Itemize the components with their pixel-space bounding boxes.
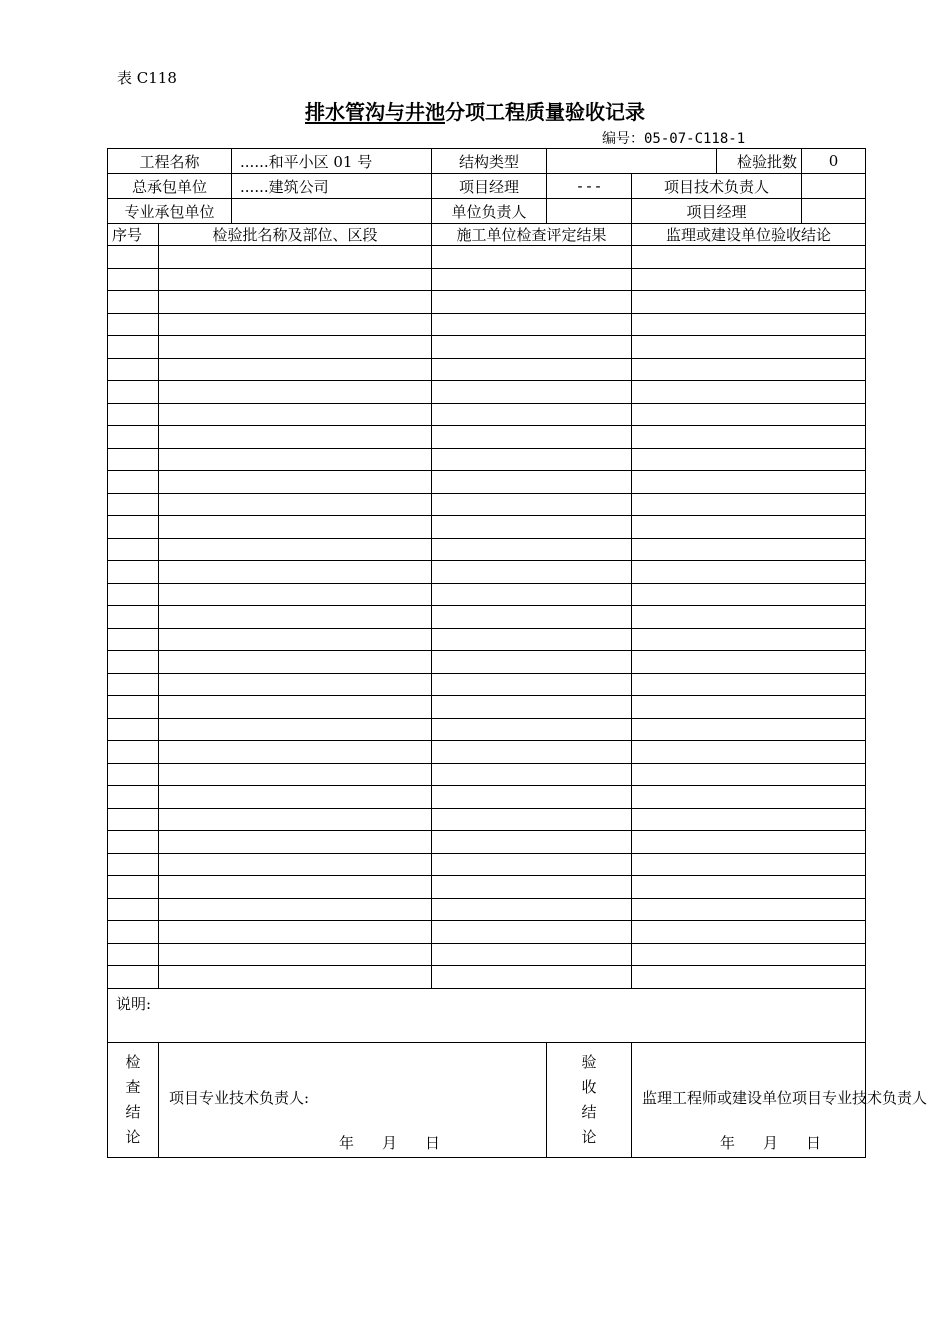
row-no-cell[interactable] bbox=[108, 246, 159, 269]
notes-label: 说明: bbox=[116, 994, 152, 1013]
row-supervisor-result-cell[interactable] bbox=[632, 313, 866, 336]
row-contractor-result-cell[interactable] bbox=[432, 381, 632, 404]
row-no-cell[interactable] bbox=[108, 966, 159, 989]
sub-project-manager-label: 项目经理 bbox=[632, 199, 802, 224]
table-row bbox=[108, 921, 866, 944]
row-supervisor-result-cell[interactable] bbox=[632, 516, 866, 539]
table-row bbox=[108, 448, 866, 471]
row-batch-name-cell[interactable] bbox=[159, 763, 432, 786]
table-row bbox=[108, 471, 866, 494]
title-underlined-part: 排水管沟与井池 bbox=[305, 100, 445, 124]
row-contractor-result-cell[interactable] bbox=[432, 853, 632, 876]
table-row bbox=[108, 268, 866, 291]
row-batch-name-cell[interactable] bbox=[159, 786, 432, 809]
row-no-cell[interactable] bbox=[108, 898, 159, 921]
table-row bbox=[108, 606, 866, 629]
row-contractor-result-cell[interactable] bbox=[432, 718, 632, 741]
project-manager-label: 项目经理 bbox=[432, 174, 547, 199]
row-supervisor-result-cell[interactable] bbox=[632, 718, 866, 741]
row-no-cell[interactable] bbox=[108, 381, 159, 404]
row-batch-name-cell[interactable] bbox=[159, 403, 432, 426]
side-char: 论 bbox=[125, 1127, 141, 1146]
row-contractor-result-cell[interactable] bbox=[432, 291, 632, 314]
side-char: 查 bbox=[125, 1077, 141, 1096]
conclusion-row bbox=[108, 1042, 866, 1157]
table-row bbox=[108, 426, 866, 449]
unit-head-value[interactable] bbox=[547, 199, 632, 224]
row-supervisor-result-cell[interactable] bbox=[632, 651, 866, 674]
table-row bbox=[108, 718, 866, 741]
table-row bbox=[108, 381, 866, 404]
row-contractor-result-cell[interactable] bbox=[432, 763, 632, 786]
row-contractor-result-cell[interactable] bbox=[432, 651, 632, 674]
row-batch-name-cell[interactable] bbox=[159, 696, 432, 719]
row-contractor-result-cell[interactable] bbox=[432, 471, 632, 494]
table-row bbox=[108, 876, 866, 899]
row-supervisor-result-cell[interactable] bbox=[632, 268, 866, 291]
row-supervisor-result-cell[interactable] bbox=[632, 336, 866, 359]
table-row bbox=[108, 943, 866, 966]
row-supervisor-result-cell[interactable] bbox=[632, 876, 866, 899]
row-batch-name-cell[interactable] bbox=[159, 381, 432, 404]
row-supervisor-result-cell[interactable] bbox=[632, 673, 866, 696]
side-char: 结 bbox=[581, 1102, 597, 1121]
table-row bbox=[108, 358, 866, 381]
row-contractor-result-cell[interactable] bbox=[432, 808, 632, 831]
row-no-cell[interactable] bbox=[108, 583, 159, 606]
row-no-cell[interactable] bbox=[108, 516, 159, 539]
row-supervisor-result-cell[interactable] bbox=[632, 786, 866, 809]
row-supervisor-result-cell[interactable] bbox=[632, 696, 866, 719]
side-char: 检 bbox=[125, 1052, 141, 1071]
row-contractor-result-cell[interactable] bbox=[432, 786, 632, 809]
row-batch-name-cell[interactable] bbox=[159, 538, 432, 561]
row-supervisor-result-cell[interactable] bbox=[632, 583, 866, 606]
row-no-cell[interactable] bbox=[108, 471, 159, 494]
acceptance-record-table bbox=[107, 148, 928, 1158]
col-header-contractor-result: 施工单位检查评定结果 bbox=[432, 224, 632, 246]
title-rest: 分项工程质量验收记录 bbox=[445, 100, 645, 124]
row-no-cell[interactable] bbox=[108, 561, 159, 584]
row-no-cell[interactable] bbox=[108, 403, 159, 426]
row-supervisor-result-cell[interactable] bbox=[632, 538, 866, 561]
row-batch-name-cell[interactable] bbox=[159, 831, 432, 854]
row-supervisor-result-cell[interactable] bbox=[632, 831, 866, 854]
row-supervisor-result-cell[interactable] bbox=[632, 606, 866, 629]
check-signer-label: 项目专业技术负责人: bbox=[169, 1088, 310, 1107]
date-year: 年 bbox=[339, 1133, 355, 1152]
table-row bbox=[108, 853, 866, 876]
row-batch-name-cell[interactable] bbox=[159, 583, 432, 606]
row-batch-name-cell[interactable] bbox=[159, 606, 432, 629]
row-supervisor-result-cell[interactable] bbox=[632, 381, 866, 404]
row-supervisor-result-cell[interactable] bbox=[632, 741, 866, 764]
sub-contractor-label: 专业承包单位 bbox=[108, 199, 232, 224]
row-contractor-result-cell[interactable] bbox=[432, 516, 632, 539]
row-supervisor-result-cell[interactable] bbox=[632, 808, 866, 831]
row-no-cell[interactable] bbox=[108, 921, 159, 944]
table-row bbox=[108, 786, 866, 809]
row-contractor-result-cell[interactable] bbox=[432, 673, 632, 696]
row-no-cell[interactable] bbox=[108, 448, 159, 471]
side-char: 结 bbox=[125, 1102, 141, 1121]
row-contractor-result-cell[interactable] bbox=[432, 538, 632, 561]
row-contractor-result-cell[interactable] bbox=[432, 966, 632, 989]
row-batch-name-cell[interactable] bbox=[159, 516, 432, 539]
row-batch-name-cell[interactable] bbox=[159, 358, 432, 381]
row-no-cell[interactable] bbox=[108, 358, 159, 381]
row-contractor-result-cell[interactable] bbox=[432, 628, 632, 651]
table-row bbox=[108, 741, 866, 764]
row-contractor-result-cell[interactable] bbox=[432, 336, 632, 359]
row-no-cell[interactable] bbox=[108, 831, 159, 854]
row-supervisor-result-cell[interactable] bbox=[632, 246, 866, 269]
row-supervisor-result-cell[interactable] bbox=[632, 921, 866, 944]
row-supervisor-result-cell[interactable] bbox=[632, 403, 866, 426]
row-supervisor-result-cell[interactable] bbox=[632, 426, 866, 449]
row-no-cell[interactable] bbox=[108, 763, 159, 786]
row-no-cell[interactable] bbox=[108, 741, 159, 764]
table-row bbox=[108, 696, 866, 719]
row-no-cell[interactable] bbox=[108, 336, 159, 359]
side-char: 论 bbox=[581, 1127, 597, 1146]
info-row-2 bbox=[108, 174, 866, 199]
table-row bbox=[108, 673, 866, 696]
row-no-cell[interactable] bbox=[108, 876, 159, 899]
acceptance-date bbox=[720, 1132, 821, 1153]
table-row bbox=[108, 628, 866, 651]
tech-lead-value[interactable] bbox=[802, 174, 866, 199]
check-date bbox=[339, 1132, 440, 1153]
project-name-label: 工程名称 bbox=[108, 149, 232, 174]
table-row bbox=[108, 763, 866, 786]
row-batch-name-cell[interactable] bbox=[159, 246, 432, 269]
row-batch-name-cell[interactable] bbox=[159, 313, 432, 336]
col-header-batch-name: 检验批名称及部位、区段 bbox=[159, 224, 432, 246]
row-batch-name-cell[interactable] bbox=[159, 876, 432, 899]
row-batch-name-cell[interactable] bbox=[159, 628, 432, 651]
row-batch-name-cell[interactable] bbox=[159, 943, 432, 966]
row-batch-name-cell[interactable] bbox=[159, 426, 432, 449]
row-supervisor-result-cell[interactable] bbox=[632, 628, 866, 651]
row-no-cell[interactable] bbox=[108, 786, 159, 809]
info-row-3 bbox=[108, 199, 866, 224]
row-supervisor-result-cell[interactable] bbox=[632, 853, 866, 876]
row-batch-name-cell[interactable] bbox=[159, 921, 432, 944]
tech-lead-label: 项目技术负责人 bbox=[632, 174, 802, 199]
general-contractor-value[interactable]: ......建筑公司 bbox=[232, 174, 432, 199]
row-no-cell[interactable] bbox=[108, 268, 159, 291]
row-supervisor-result-cell[interactable] bbox=[632, 448, 866, 471]
row-no-cell[interactable] bbox=[108, 313, 159, 336]
serial-label: 编号： bbox=[602, 131, 644, 147]
form-title bbox=[0, 96, 950, 125]
col-header-no: 序号 bbox=[108, 224, 159, 246]
row-batch-name-cell[interactable] bbox=[159, 448, 432, 471]
row-supervisor-result-cell[interactable] bbox=[632, 493, 866, 516]
row-batch-name-cell[interactable] bbox=[159, 268, 432, 291]
acceptance-signer-label: 监理工程师或建设单位项目专业技术负责人 bbox=[642, 1088, 928, 1107]
row-supervisor-result-cell[interactable] bbox=[632, 763, 866, 786]
batch-count-value[interactable]: 0 bbox=[802, 149, 866, 174]
side-char: 收 bbox=[581, 1077, 597, 1096]
row-no-cell[interactable] bbox=[108, 943, 159, 966]
date-day: 日 bbox=[425, 1133, 441, 1152]
notes-cell[interactable] bbox=[108, 988, 866, 1042]
sub-project-manager-value[interactable] bbox=[802, 199, 866, 224]
table-row bbox=[108, 808, 866, 831]
row-contractor-result-cell[interactable] bbox=[432, 246, 632, 269]
table-row bbox=[108, 966, 866, 989]
table-row bbox=[108, 516, 866, 539]
row-contractor-result-cell[interactable] bbox=[432, 943, 632, 966]
row-no-cell[interactable] bbox=[108, 718, 159, 741]
row-no-cell[interactable] bbox=[108, 426, 159, 449]
unit-head-label: 单位负责人 bbox=[432, 199, 547, 224]
check-conclusion-cell[interactable] bbox=[159, 1042, 547, 1157]
date-month: 月 bbox=[382, 1133, 398, 1152]
row-supervisor-result-cell[interactable] bbox=[632, 898, 866, 921]
row-no-cell[interactable] bbox=[108, 673, 159, 696]
date-day: 日 bbox=[806, 1133, 822, 1152]
check-conclusion-side-label bbox=[108, 1042, 159, 1157]
date-year: 年 bbox=[719, 1133, 735, 1152]
row-no-cell[interactable] bbox=[108, 808, 159, 831]
row-batch-name-cell[interactable] bbox=[159, 808, 432, 831]
structure-type-value[interactable] bbox=[547, 149, 717, 174]
table-row bbox=[108, 583, 866, 606]
table-row bbox=[108, 898, 866, 921]
batch-count-label: 检验批数 bbox=[717, 149, 802, 174]
row-contractor-result-cell[interactable] bbox=[432, 876, 632, 899]
info-row-1 bbox=[108, 149, 866, 174]
row-contractor-result-cell[interactable] bbox=[432, 561, 632, 584]
table-row bbox=[108, 538, 866, 561]
row-contractor-result-cell[interactable] bbox=[432, 448, 632, 471]
table-row bbox=[108, 651, 866, 674]
project-manager-value[interactable]: --- bbox=[547, 174, 632, 199]
form-code: 表 C118 bbox=[117, 69, 177, 87]
row-no-cell[interactable] bbox=[108, 606, 159, 629]
table-row bbox=[108, 493, 866, 516]
sub-contractor-value[interactable] bbox=[232, 199, 432, 224]
row-no-cell[interactable] bbox=[108, 493, 159, 516]
general-contractor-label: 总承包单位 bbox=[108, 174, 232, 199]
notes-row bbox=[108, 988, 866, 1042]
row-batch-name-cell[interactable] bbox=[159, 966, 432, 989]
row-contractor-result-cell[interactable] bbox=[432, 921, 632, 944]
row-supervisor-result-cell[interactable] bbox=[632, 943, 866, 966]
row-contractor-result-cell[interactable] bbox=[432, 426, 632, 449]
row-contractor-result-cell[interactable] bbox=[432, 696, 632, 719]
row-no-cell[interactable] bbox=[108, 853, 159, 876]
row-contractor-result-cell[interactable] bbox=[432, 358, 632, 381]
serial-number bbox=[602, 128, 745, 148]
row-contractor-result-cell[interactable] bbox=[432, 403, 632, 426]
row-contractor-result-cell[interactable] bbox=[432, 493, 632, 516]
structure-type-label: 结构类型 bbox=[432, 149, 547, 174]
row-batch-name-cell[interactable] bbox=[159, 291, 432, 314]
record-rows bbox=[108, 246, 866, 989]
table-row bbox=[108, 336, 866, 359]
row-batch-name-cell[interactable] bbox=[159, 853, 432, 876]
row-batch-name-cell[interactable] bbox=[159, 471, 432, 494]
col-header-supervisor-result: 监理或建设单位验收结论 bbox=[632, 224, 866, 246]
table-row bbox=[108, 313, 866, 336]
row-contractor-result-cell[interactable] bbox=[432, 268, 632, 291]
row-contractor-result-cell[interactable] bbox=[432, 606, 632, 629]
row-no-cell[interactable] bbox=[108, 628, 159, 651]
table-row bbox=[108, 831, 866, 854]
row-contractor-result-cell[interactable] bbox=[432, 583, 632, 606]
row-supervisor-result-cell[interactable] bbox=[632, 291, 866, 314]
row-supervisor-result-cell[interactable] bbox=[632, 561, 866, 584]
row-no-cell[interactable] bbox=[108, 696, 159, 719]
acceptance-conclusion-cell[interactable] bbox=[632, 1042, 928, 1157]
table-row bbox=[108, 403, 866, 426]
row-batch-name-cell[interactable] bbox=[159, 898, 432, 921]
row-batch-name-cell[interactable] bbox=[159, 651, 432, 674]
row-supervisor-result-cell[interactable] bbox=[632, 358, 866, 381]
row-batch-name-cell[interactable] bbox=[159, 718, 432, 741]
row-batch-name-cell[interactable] bbox=[159, 493, 432, 516]
row-batch-name-cell[interactable] bbox=[159, 741, 432, 764]
table-row bbox=[108, 246, 866, 269]
table-row bbox=[108, 561, 866, 584]
row-supervisor-result-cell[interactable] bbox=[632, 966, 866, 989]
column-header-row bbox=[108, 224, 866, 246]
row-contractor-result-cell[interactable] bbox=[432, 898, 632, 921]
date-month: 月 bbox=[762, 1133, 778, 1152]
acceptance-conclusion-side-label bbox=[547, 1042, 632, 1157]
row-supervisor-result-cell[interactable] bbox=[632, 471, 866, 494]
row-batch-name-cell[interactable] bbox=[159, 561, 432, 584]
row-contractor-result-cell[interactable] bbox=[432, 313, 632, 336]
row-contractor-result-cell[interactable] bbox=[432, 741, 632, 764]
table-row bbox=[108, 291, 866, 314]
row-contractor-result-cell[interactable] bbox=[432, 831, 632, 854]
project-name-value[interactable]: ......和平小区 01 号 bbox=[232, 149, 432, 174]
row-no-cell[interactable] bbox=[108, 291, 159, 314]
serial-value: 05-07-C118-1 bbox=[644, 131, 746, 147]
row-no-cell[interactable] bbox=[108, 651, 159, 674]
row-no-cell[interactable] bbox=[108, 538, 159, 561]
row-batch-name-cell[interactable] bbox=[159, 673, 432, 696]
row-batch-name-cell[interactable] bbox=[159, 336, 432, 359]
side-char: 验 bbox=[581, 1052, 597, 1071]
